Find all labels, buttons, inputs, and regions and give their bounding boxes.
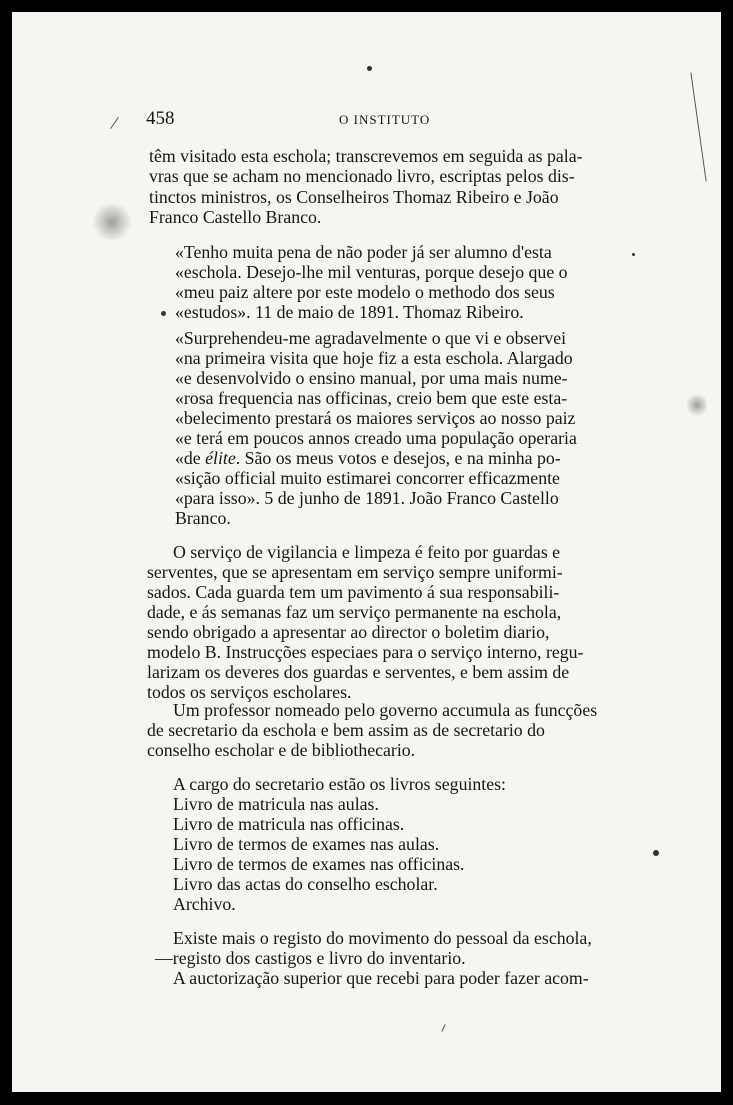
text-line: O serviço de vigilancia e limpeza é feito por guardas e <box>173 542 561 562</box>
quote-line: «meu paiz altere por este modelo o methodo dos seus <box>175 282 555 302</box>
quote-line: «na primeira visita que hoje fiz a esta eschola. Alargado <box>175 348 573 368</box>
text-line: todos os serviços escholares. <box>147 682 352 702</box>
quote-line: Branco. <box>175 508 231 528</box>
page-header <box>12 108 721 132</box>
text-line: têm visitado esta eschola; transcrevemos em seguida as pala- <box>149 146 583 166</box>
text-line: Um professor nomeado pelo governo accumula as funcções <box>173 700 598 720</box>
text-line: tinctos ministros, os Conselheiros Thomaz Ribeiro e João <box>149 187 559 207</box>
quote-line: «e terá em poucos annos creado uma população operaria <box>175 428 577 448</box>
scan-speck <box>653 850 659 856</box>
quote-line: «para isso». 5 de junho de 1891. João Franco Castello <box>175 488 559 508</box>
quote-line: «rosa frequencia nas officinas, creio bem que este esta- <box>175 388 568 408</box>
quote-line: «Tenho muita pena de não poder já ser alumno d'esta <box>175 242 552 262</box>
text-line: Franco Castello Branco. <box>149 207 322 227</box>
text-line: sendo obrigado a apresentar ao director o boletim diario, <box>147 622 550 642</box>
scan-mark <box>441 1024 445 1032</box>
text-line: Existe mais o registo do movimento do pessoal da eschola, <box>173 928 592 948</box>
text-line: modelo B. Instrucções especiaes para o serviço interno, regu- <box>147 642 584 662</box>
scan-speck <box>161 311 166 316</box>
quote-line: «belecimento prestará os maiores serviços ao nosso paiz <box>175 408 576 428</box>
text-line: dade, e ás semanas faz um serviço permanente na eschola, <box>147 602 562 622</box>
scan-smudge <box>687 392 707 418</box>
text-line: sados. Cada guarda tem um pavimento á sua responsabili- <box>147 582 560 602</box>
scan-speck <box>632 253 635 256</box>
quote-text: «de <box>175 448 201 468</box>
text-line: conselho escholar e de bibliothecario. <box>147 740 416 760</box>
quote-line: «Surprehendeu-me agradavelmente o que vi e observei <box>175 328 567 348</box>
quote-text: . São os meus votos e desejos, e na minha po- <box>235 448 561 468</box>
text-line: A auctorização superior que recebi para poder fazer acom- <box>173 968 589 988</box>
quote-line: «sição official muito estimarei concorrer efficazmente <box>175 468 560 488</box>
text-line: serventes, que se apresentam em serviço sempre uniformi- <box>147 562 563 582</box>
text-line: larizam os deveres dos guardas e serventes, e bem assim de <box>147 662 570 682</box>
text-line: de secretario da eschola e bem assim as de secretario do <box>147 720 545 740</box>
page-number: 458 <box>146 108 175 129</box>
book-page <box>12 12 721 1092</box>
list-item: Livro de matricula nas aulas. <box>173 794 379 814</box>
quote-line: «eschola. Desejo-lhe mil venturas, porque desejo que o <box>175 262 568 282</box>
list-item: Livro de matricula nas officinas. <box>173 814 405 834</box>
quote-italic-word: élite <box>205 448 236 468</box>
quote-line: «estudos». 11 de maio de 1891. Thomaz Ribeiro. <box>175 302 524 322</box>
running-title: O INSTITUTO <box>339 112 431 127</box>
list-item: Livro das actas do conselho escholar. <box>173 874 438 894</box>
list-item: Livro de termos de exames nas aulas. <box>173 834 440 854</box>
list-item: Livro de termos de exames nas officinas. <box>173 854 465 874</box>
quote-line: «e desenvolvido o ensino manual, por uma mais nume- <box>175 368 568 388</box>
list-item: Archivo. <box>173 894 236 914</box>
list-intro: A cargo do secretario estão os livros seguintes: <box>173 774 506 794</box>
text-line: —registo dos castigos e livro do inventario. <box>155 948 466 968</box>
scan-smudge <box>92 202 132 242</box>
quote-line <box>175 450 561 468</box>
scan-speck <box>367 66 372 71</box>
text-line: vras que se acham no mencionado livro, escriptas pelos dis- <box>149 166 575 186</box>
